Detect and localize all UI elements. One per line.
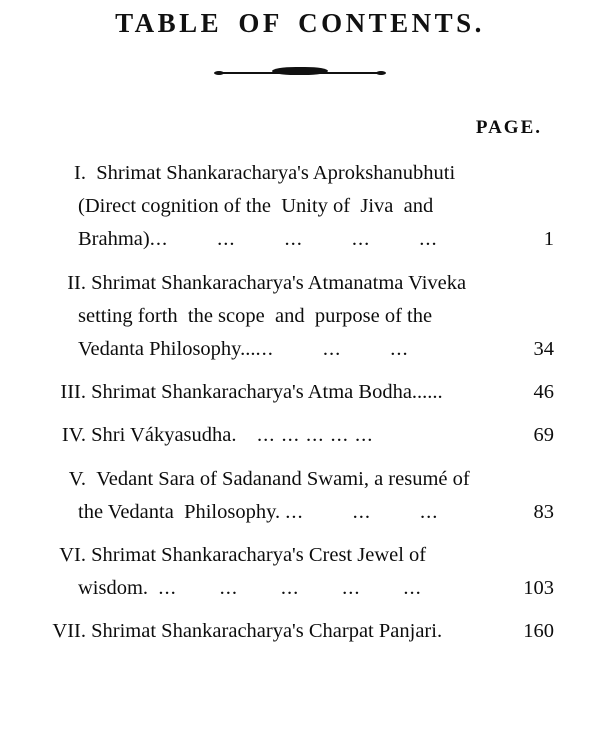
- toc-entry-title-line: Shrimat Shankaracharya's Crest Jewel of: [91, 544, 427, 567]
- decorative-rule: [220, 63, 380, 83]
- toc-entry-page: 83: [533, 500, 554, 523]
- toc-entry[interactable]: [44, 463, 556, 529]
- toc-entry-title-line: (Direct cognition of the Unity of Jiva and: [78, 195, 434, 218]
- toc-entry[interactable]: [44, 419, 556, 452]
- toc-entry-numeral: I.: [74, 162, 86, 184]
- toc-entry-title-line: wisdom.: [78, 577, 149, 600]
- toc-entry-page: 34: [533, 338, 554, 361]
- toc-entry[interactable]: [44, 539, 556, 605]
- page-title: TABLE OF CONTENTS.: [115, 8, 485, 38]
- toc-list: [44, 157, 556, 649]
- toc-entry-page: 69: [533, 424, 554, 447]
- toc-entry[interactable]: [44, 376, 556, 409]
- toc-entry-numeral: IV.: [61, 424, 86, 447]
- toc-entry-leader: ... ... ...: [255, 338, 409, 361]
- toc-entry-numeral: II.: [67, 271, 86, 294]
- toc-entry-leader: ... ... ... ... ...: [257, 424, 374, 447]
- page-column-label: PAGE.: [475, 117, 542, 138]
- toc-entry-title-line: the Vedanta Philosophy.: [78, 500, 281, 523]
- toc-page: [0, 8, 600, 740]
- toc-entry-title-line: Brahma): [78, 228, 150, 251]
- toc-entry-page: 160: [523, 620, 554, 643]
- toc-entry-numeral: VI.: [59, 544, 86, 567]
- toc-entry-numeral: III.: [60, 381, 86, 404]
- toc-entry-title-line: setting forth the scope and purpose of the: [78, 304, 433, 327]
- toc-entry-page: 1: [543, 228, 554, 251]
- toc-entry-title-line: Vedant Sara of Sadanand Swami, a resumé of: [96, 467, 470, 490]
- toc-entry[interactable]: [44, 615, 556, 648]
- toc-entry[interactable]: [44, 157, 556, 257]
- toc-entry-page: 103: [523, 577, 554, 600]
- toc-entry-title-line: Shrimat Shankaracharya's Aprokshanubhuti: [96, 162, 456, 184]
- toc-entry-leader: ... ... ... ... ...: [158, 577, 422, 600]
- toc-entry-title-line: Shri Vákyasudha.: [91, 424, 237, 447]
- toc-entry-title-line: Shrimat Shankaracharya's Atma Bodha......: [91, 381, 443, 404]
- toc-entry-page: 46: [533, 381, 554, 404]
- toc-entry-numeral: V.: [68, 467, 86, 490]
- toc-entry-leader: ... ... ...: [285, 500, 439, 523]
- toc-entry-numeral: VII.: [52, 620, 86, 643]
- toc-entry-title-line: Vedanta Philosophy...: [78, 338, 256, 361]
- toc-entry-title-line: Shrimat Shankaracharya's Charpat Panjari.: [91, 620, 443, 643]
- toc-entry-leader: ... ... ... ... ...: [149, 228, 438, 251]
- toc-entry[interactable]: [44, 267, 556, 367]
- toc-entry-title-line: Shrimat Shankaracharya's Atmanatma Viveka: [91, 271, 467, 294]
